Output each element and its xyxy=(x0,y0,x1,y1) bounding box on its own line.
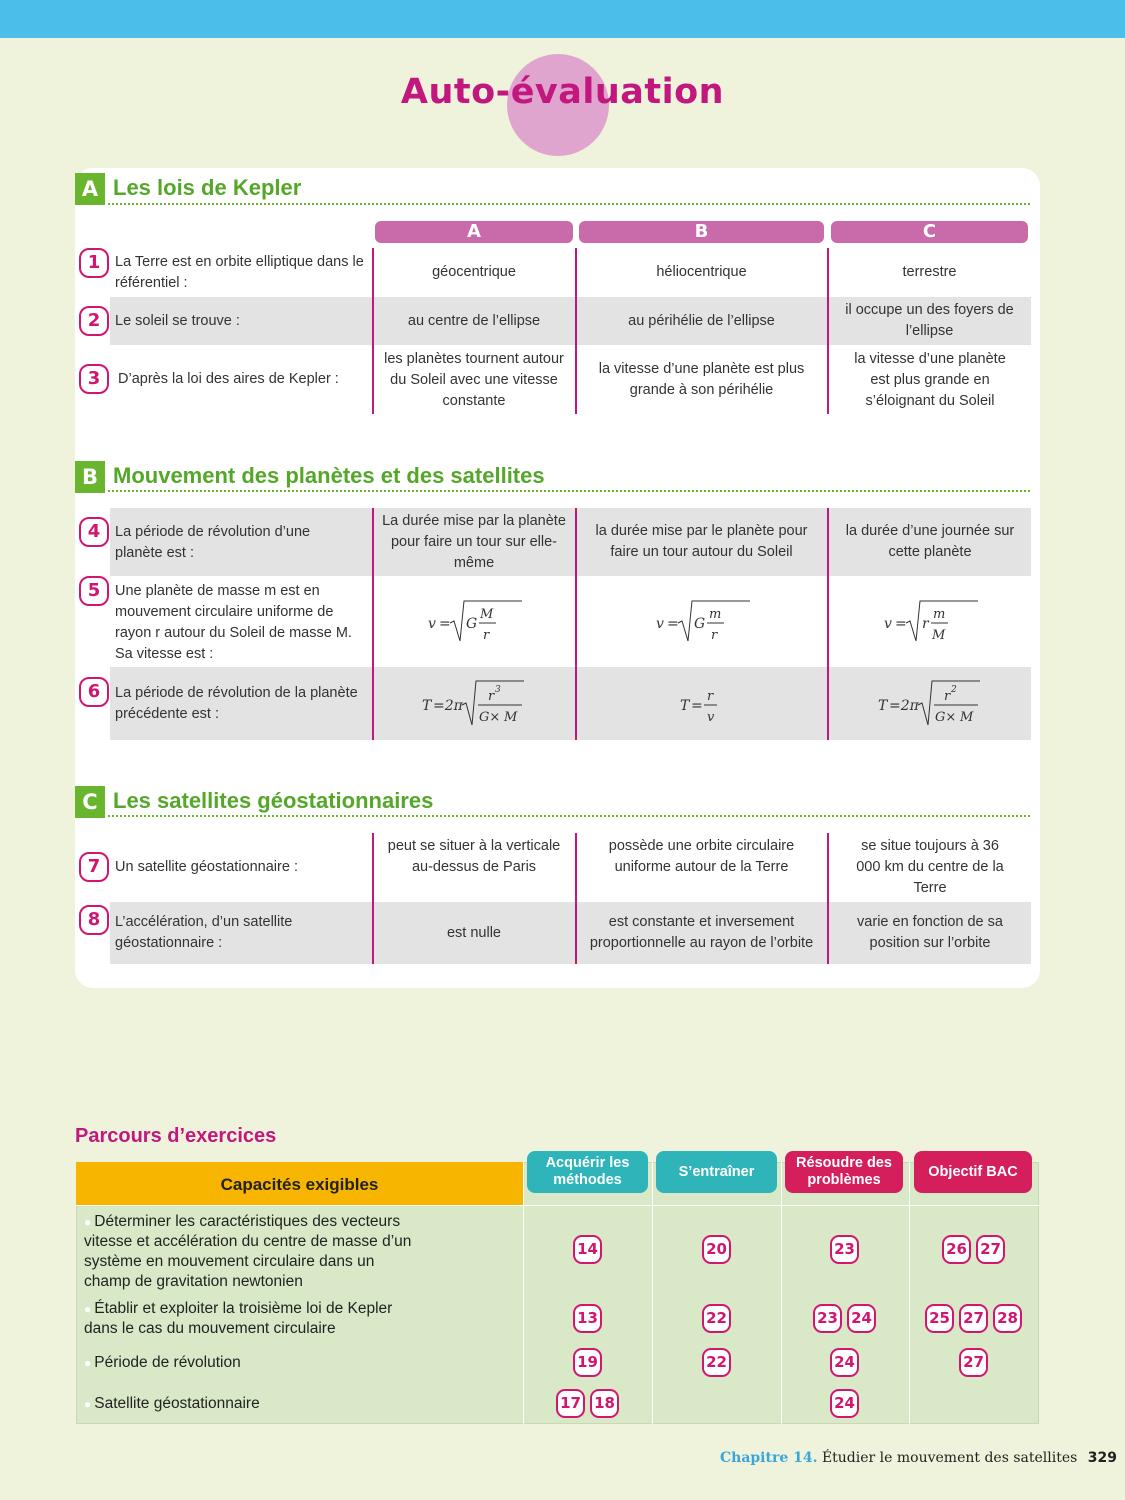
column-divider xyxy=(372,248,374,414)
page-number: 329 xyxy=(1087,1450,1117,1466)
section-divider xyxy=(108,815,1030,817)
question-text: La période de révolution de la planète précédente est : xyxy=(115,685,358,722)
question-text: Le soleil se trouve : xyxy=(115,313,240,329)
section-title: Les lois de Kepler xyxy=(113,175,302,200)
exercise-badge[interactable]: 24 xyxy=(830,1389,859,1418)
column-divider xyxy=(652,1162,653,1424)
question-number: 2 xyxy=(79,306,109,336)
page-footer xyxy=(720,1450,1117,1466)
svg-text:3: 3 xyxy=(495,684,501,695)
exercise-badge[interactable]: 20 xyxy=(702,1235,731,1264)
exercise-badge[interactable]: 27 xyxy=(976,1235,1005,1264)
section-letter: A xyxy=(75,173,105,205)
svg-text:m: m xyxy=(708,606,721,622)
column-divider xyxy=(827,248,829,414)
answer-a[interactable]: au centre de l’ellipse xyxy=(407,312,541,329)
exercise-badge[interactable]: 27 xyxy=(959,1304,988,1333)
section-title: Mouvement des planètes et des satellites xyxy=(113,463,545,488)
svg-text:G: G xyxy=(466,615,478,632)
svg-text:M: M xyxy=(931,627,945,643)
svg-text:r: r xyxy=(710,627,717,643)
bullet-icon: ● xyxy=(84,1302,92,1316)
svg-text:2: 2 xyxy=(950,684,957,695)
answer-b[interactable]: au périhélie de l’ellipse xyxy=(628,312,775,329)
capacity-label: Période de révolution xyxy=(94,1354,241,1371)
answer-b[interactable]: est constante et inversement proportionnelle au rayon de l’orbite xyxy=(589,914,814,951)
column-divider xyxy=(575,248,577,414)
answer-a[interactable]: peut se situer à la verticale au-dessus de Paris xyxy=(387,838,561,875)
svg-text:=: = xyxy=(894,615,907,632)
column-header-a: A xyxy=(375,221,573,243)
svg-text:M: M xyxy=(959,709,973,725)
exercise-badge[interactable]: 17 xyxy=(556,1389,585,1418)
question-number: 1 xyxy=(79,248,109,278)
svg-text:=2π: =2π xyxy=(888,697,919,714)
column-divider xyxy=(827,508,829,740)
exercise-badge[interactable]: 25 xyxy=(925,1304,954,1333)
answer-c[interactable]: se situe toujours à 36 000 km du centre de la Terre xyxy=(856,837,1004,896)
question-number: 7 xyxy=(79,852,109,882)
svg-text:r: r xyxy=(706,688,713,704)
column-divider xyxy=(781,1162,782,1424)
svg-text:T: T xyxy=(422,697,432,714)
exercise-badge[interactable]: 24 xyxy=(830,1348,859,1377)
formula-svg xyxy=(424,595,524,649)
svg-text:r: r xyxy=(943,688,950,704)
svg-text:T: T xyxy=(679,697,689,714)
svg-text:r: r xyxy=(488,688,495,704)
capacity-label: Déterminer les caractéristiques des vecteurs vitesse et accélération du centre de masse d’un système en mouvement circulaire dans un champ de gravitation newtonien xyxy=(84,1213,412,1290)
tab-sentrainer[interactable]: S’entraîner xyxy=(656,1151,777,1193)
answer-b[interactable]: héliocentrique xyxy=(656,263,747,280)
formula-svg xyxy=(677,675,727,733)
svg-text:=: = xyxy=(690,697,703,714)
svg-text:v: v xyxy=(883,615,892,632)
answer-c[interactable]: la vitesse d’une planète est plus grande en s’éloignant du Soleil xyxy=(854,350,1006,409)
question-number: 6 xyxy=(79,677,109,707)
exercise-badge[interactable]: 18 xyxy=(590,1389,619,1418)
formula-svg xyxy=(878,675,982,733)
section-letter: C xyxy=(75,786,105,818)
column-divider xyxy=(575,508,577,740)
tab-resoudre-problemes[interactable]: Résoudre des problèmes xyxy=(785,1151,903,1193)
exercise-badge[interactable]: 23 xyxy=(830,1235,859,1264)
answer-b[interactable]: possède une orbite circulaire uniforme autour de la Terre xyxy=(608,838,795,875)
chapter-label: Chapitre 14. xyxy=(720,1450,818,1466)
exercise-badge[interactable]: 22 xyxy=(702,1348,731,1377)
column-divider xyxy=(372,833,374,964)
svg-text:G×: G× xyxy=(479,709,501,725)
bullet-icon: ● xyxy=(84,1215,92,1229)
svg-text:G: G xyxy=(693,615,705,632)
exercise-badge[interactable]: 19 xyxy=(573,1348,602,1377)
question-text: La période de révolution d’une planète est : xyxy=(115,524,311,561)
capacity-text xyxy=(84,1299,414,1339)
question-text: D’après la loi des aires de Kepler : xyxy=(118,371,339,387)
section-title: Les satellites géostationnaires xyxy=(113,788,434,813)
svg-text:v: v xyxy=(428,615,436,632)
svg-text:M: M xyxy=(480,606,494,622)
exercise-badge[interactable]: 22 xyxy=(702,1304,731,1333)
question-number: 8 xyxy=(79,905,109,935)
top-banner xyxy=(0,0,1125,38)
exercise-badge[interactable]: 26 xyxy=(942,1235,971,1264)
answer-a[interactable]: La durée mise par la planète pour faire un tour sur elle-même xyxy=(382,512,566,571)
column-divider xyxy=(523,1162,524,1424)
formula-answer-b[interactable] xyxy=(579,667,824,740)
formula-answer-a[interactable] xyxy=(375,667,573,740)
tab-acquerir-methodes[interactable]: Acquérir les méthodes xyxy=(527,1151,648,1193)
exercise-badge[interactable]: 14 xyxy=(573,1235,602,1264)
question-number: 3 xyxy=(79,364,109,394)
column-divider xyxy=(575,833,577,964)
svg-text:=2π: =2π xyxy=(433,697,463,714)
svg-text:=: = xyxy=(666,615,679,632)
column-header-c: C xyxy=(831,221,1028,243)
capacity-text xyxy=(84,1212,414,1292)
column-divider xyxy=(372,508,374,740)
chapter-title: Étudier le mouvement des satellites xyxy=(821,1450,1078,1466)
answer-a[interactable]: géocentrique xyxy=(432,263,516,280)
table-header-divider xyxy=(76,1205,1039,1206)
question-number: 5 xyxy=(79,576,109,606)
capacity-text xyxy=(84,1353,514,1373)
column-header-b: B xyxy=(579,221,824,243)
question-text: Un satellite géostationnaire : xyxy=(115,859,298,875)
answer-b[interactable]: la durée mise par le planète pour faire un tour autour du Soleil xyxy=(595,523,808,560)
bullet-icon: ● xyxy=(84,1397,92,1411)
capacities-header: Capacités exigibles xyxy=(76,1162,523,1205)
column-divider xyxy=(827,833,829,964)
formula-svg xyxy=(652,595,752,649)
answer-c[interactable]: il occupe un des foyers de l’ellipse xyxy=(845,302,1014,339)
svg-text:r: r xyxy=(483,627,490,643)
formula-answer-b[interactable] xyxy=(579,577,824,666)
section-divider xyxy=(108,203,1030,205)
formula-answer-c[interactable] xyxy=(831,667,1028,740)
svg-text:v: v xyxy=(706,709,714,725)
svg-text:m: m xyxy=(932,606,945,622)
question-text: Une planète de masse m est en mouvement circulaire uniforme de rayon r autour du Soleil de masse M. Sa vitesse est : xyxy=(115,583,352,662)
answer-c[interactable]: varie en fonction de sa position sur l’orbite xyxy=(857,914,1003,951)
formula-answer-a[interactable] xyxy=(375,577,573,666)
question-text: L’accélération, d’un satellite géostationnaire : xyxy=(115,914,293,951)
exercise-badge[interactable]: 27 xyxy=(959,1348,988,1377)
formula-svg xyxy=(880,595,980,649)
capacity-text xyxy=(84,1394,514,1414)
answer-a[interactable]: les planètes tournent autour du Soleil avec une vitesse constante xyxy=(384,350,564,409)
svg-text:T: T xyxy=(877,697,887,714)
svg-text:=: = xyxy=(439,615,451,632)
answer-a[interactable]: est nulle xyxy=(446,924,501,941)
capacity-label: Satellite géostationnaire xyxy=(94,1395,260,1412)
exercise-badge[interactable]: 13 xyxy=(573,1304,602,1333)
svg-text:M: M xyxy=(504,709,518,725)
capacity-label: Établir et exploiter la troisième loi de Kepler dans le cas du mouvement circulaire xyxy=(84,1300,393,1337)
page-title: Auto-évaluation xyxy=(400,72,725,112)
question-number: 4 xyxy=(79,517,109,547)
parcours-title: Parcours d’exercices xyxy=(75,1125,277,1147)
formula-svg xyxy=(422,675,526,733)
answer-c[interactable]: la durée d’une journée sur cette planète xyxy=(845,523,1015,560)
exercise-badge[interactable]: 28 xyxy=(993,1304,1022,1333)
section-letter: B xyxy=(75,461,105,493)
exercise-badge[interactable]: 23 xyxy=(813,1304,842,1333)
formula-answer-c[interactable] xyxy=(831,577,1028,666)
answer-b[interactable]: la vitesse d’une planète est plus grande à son périhélie xyxy=(598,361,805,398)
question-text: La Terre est en orbite elliptique dans le référentiel : xyxy=(115,254,364,291)
column-divider xyxy=(909,1162,910,1424)
bullet-icon: ● xyxy=(84,1356,92,1370)
answer-c[interactable]: terrestre xyxy=(902,263,957,280)
svg-text:G×: G× xyxy=(934,709,956,725)
svg-text:r: r xyxy=(921,615,929,632)
svg-text:v: v xyxy=(655,615,664,632)
tab-objectif-bac[interactable]: Objectif BAC xyxy=(914,1151,1032,1193)
exercise-badge[interactable]: 24 xyxy=(847,1304,876,1333)
section-divider xyxy=(108,490,1030,492)
